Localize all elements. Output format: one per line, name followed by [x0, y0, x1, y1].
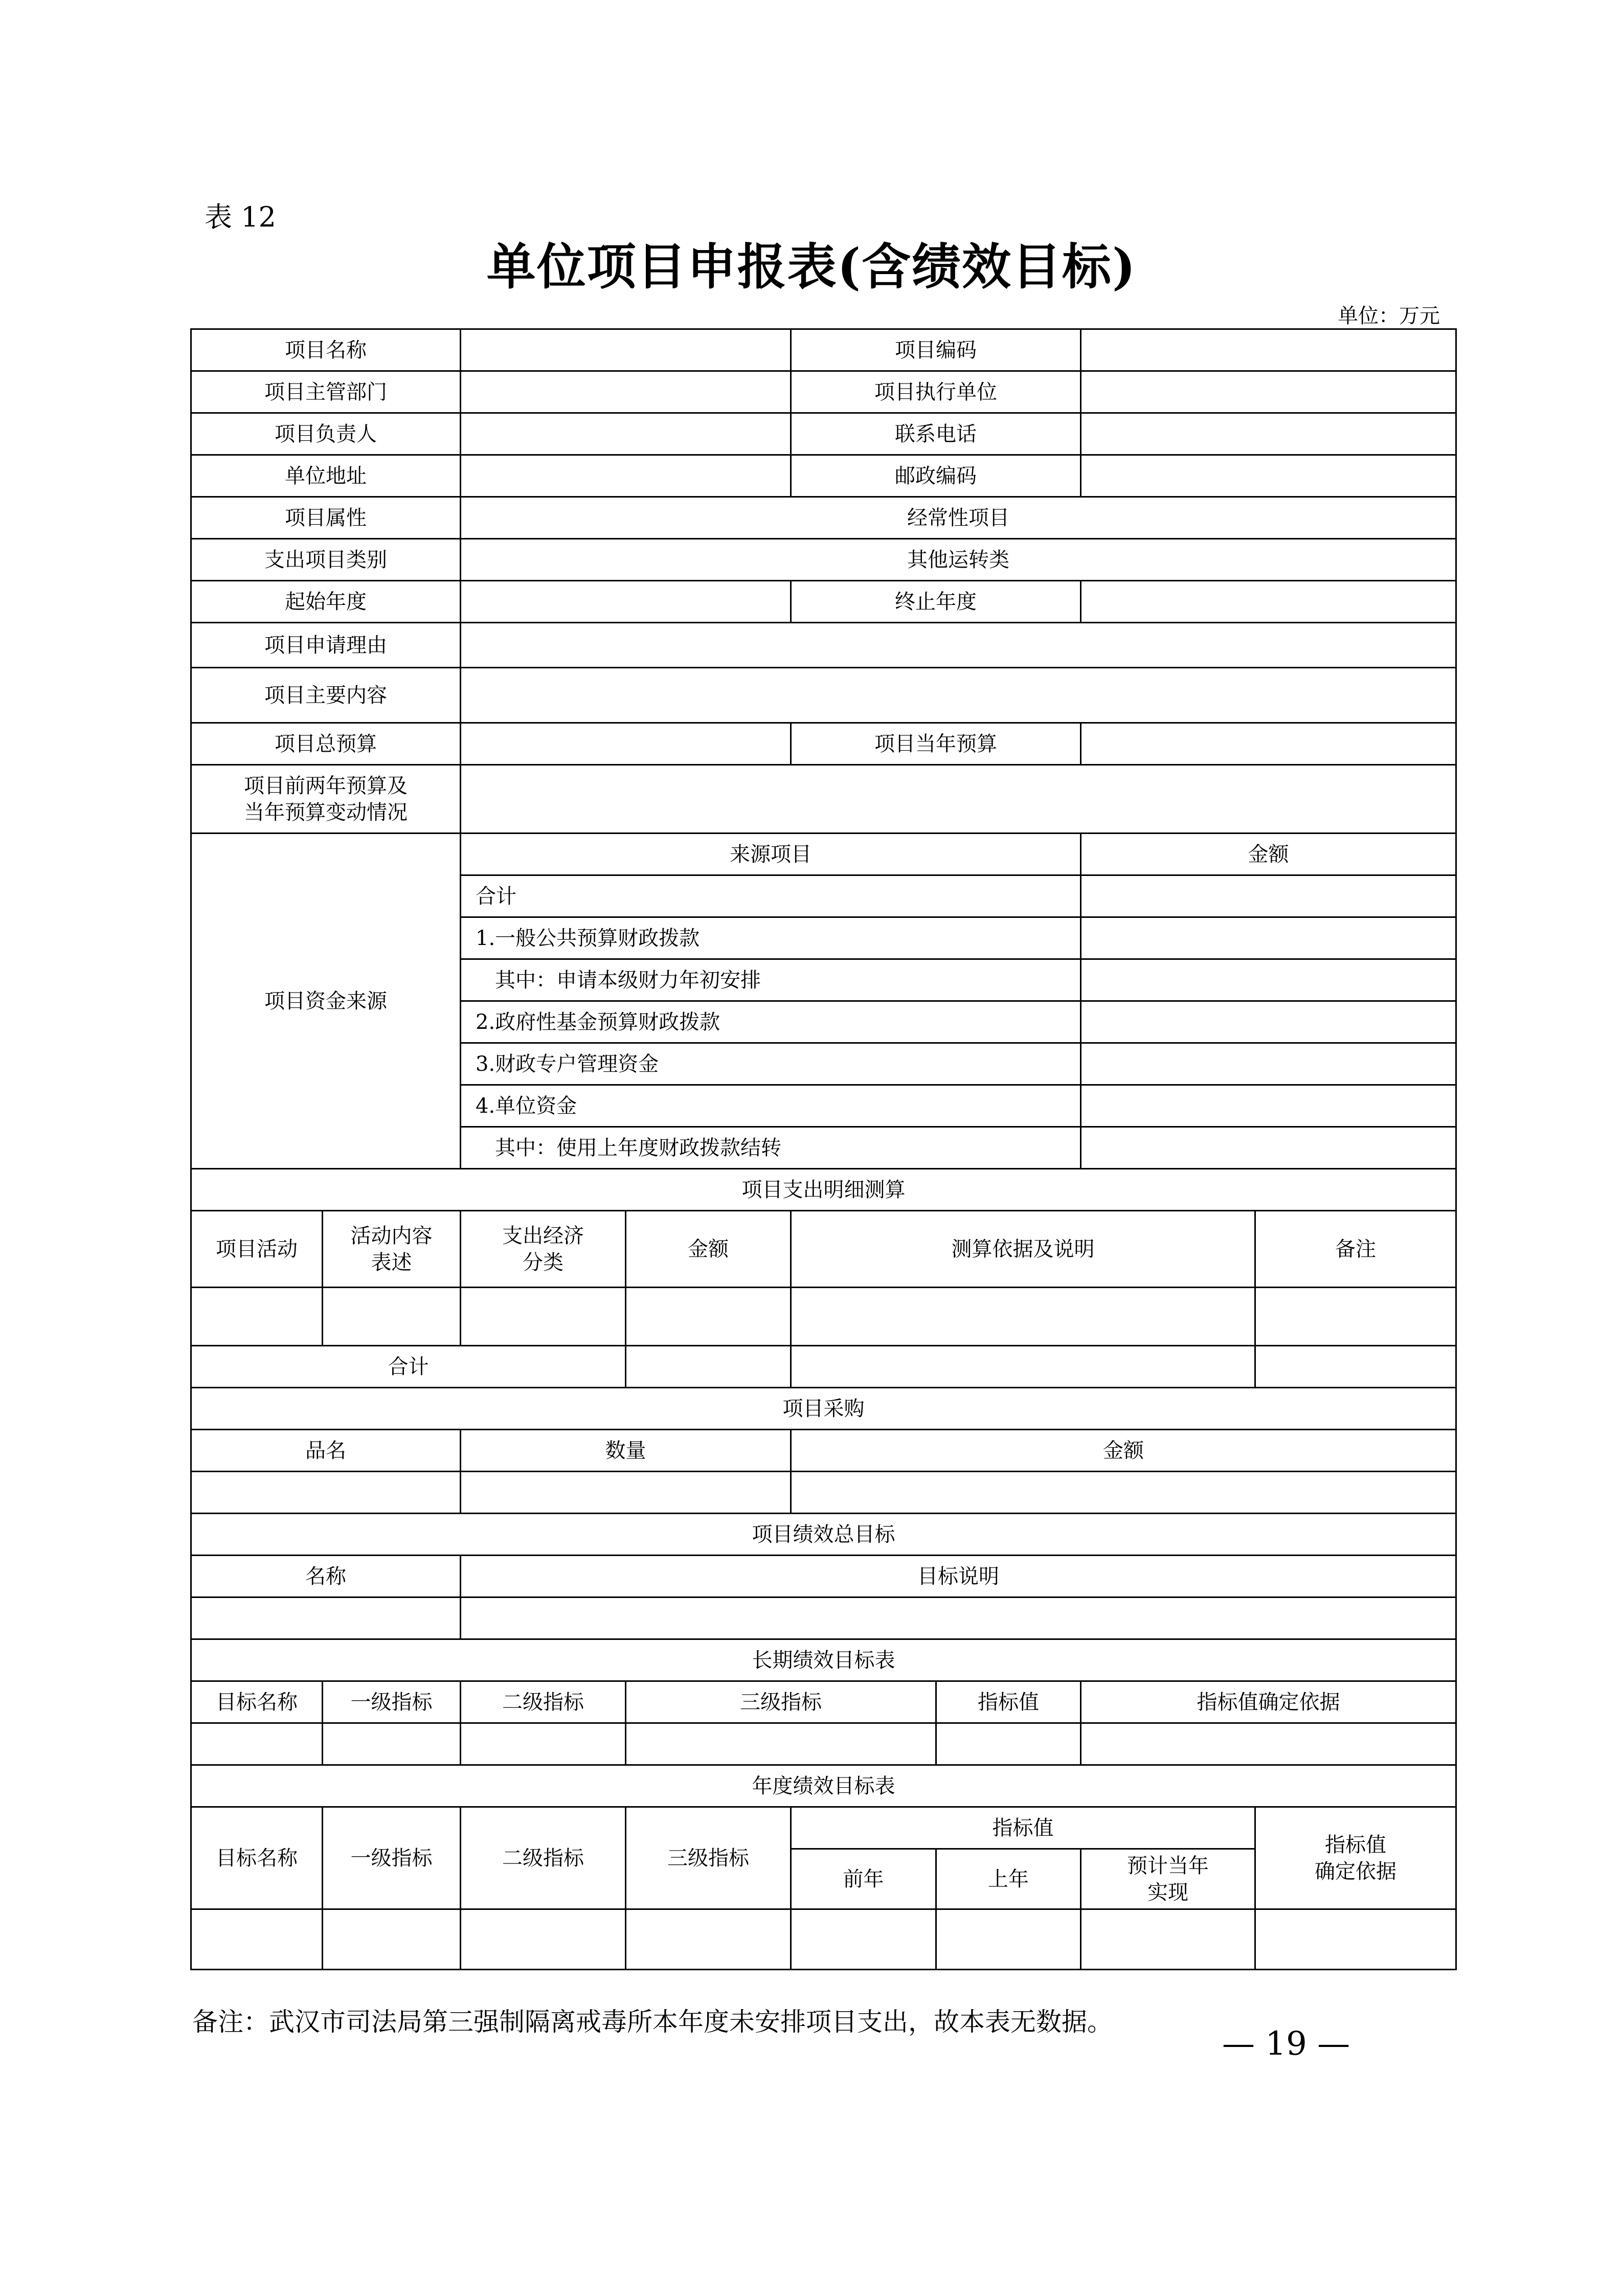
long-term-header-row	[191, 1681, 1456, 1723]
funding-source-total: 合计	[461, 875, 1081, 917]
expense-cell	[626, 1288, 791, 1346]
postcode-value	[1081, 455, 1456, 497]
annual-cell	[461, 1909, 626, 1970]
expense-total-label: 合计	[191, 1346, 626, 1388]
procurement-amount-header: 金额	[791, 1430, 1456, 1472]
table-number: 表 12	[205, 201, 276, 233]
procurement-name-header: 品名	[191, 1430, 461, 1472]
project-code-value	[1081, 329, 1456, 371]
annual-prev1-header: 上年	[936, 1849, 1081, 1909]
long-term-cell	[1081, 1723, 1456, 1765]
overall-goal-name-header: 名称	[191, 1556, 461, 1597]
funding-amount	[1081, 959, 1456, 1001]
unit-label: 单位：万元	[1338, 304, 1440, 328]
expense-data-row	[191, 1288, 1456, 1346]
annual-expected-line2: 实现	[1147, 1880, 1188, 1904]
expense-desc-line1: 活动内容	[350, 1224, 433, 1248]
exec-unit-value	[1081, 371, 1456, 413]
annual-goal-name-header: 目标名称	[191, 1807, 323, 1909]
procurement-cell	[791, 1472, 1456, 1514]
end-year-label: 终止年度	[791, 581, 1081, 623]
annual-cell	[191, 1909, 323, 1970]
total-budget-label: 项目总预算	[191, 723, 461, 765]
long-term-section-title: 长期绩效目标表	[191, 1639, 1456, 1681]
long-term-value-header: 指标值	[936, 1681, 1081, 1723]
expense-total-row	[191, 1346, 1456, 1388]
expense-cell	[323, 1288, 461, 1346]
project-name-value	[461, 329, 791, 371]
expense-remark-header: 备注	[1255, 1211, 1456, 1288]
expense-basis-header: 测算依据及说明	[791, 1211, 1255, 1288]
annual-value-header: 指标值	[791, 1807, 1255, 1849]
expense-desc-header	[323, 1211, 461, 1288]
annual-cell	[1255, 1909, 1456, 1970]
funding-amount	[1081, 1043, 1456, 1085]
annual-basis-header	[1255, 1807, 1456, 1909]
leader-label: 项目负责人	[191, 413, 461, 455]
annual-cell	[1081, 1909, 1255, 1970]
expense-activity-header: 项目活动	[191, 1211, 323, 1288]
attribute-label: 项目属性	[191, 497, 461, 539]
long-term-data-row	[191, 1723, 1456, 1765]
funding-source-header: 来源项目	[461, 834, 1081, 875]
expense-total-amount	[626, 1346, 791, 1388]
funding-amount	[1081, 1001, 1456, 1043]
funding-source-special-account: 3.财政专户管理资金	[461, 1043, 1081, 1085]
start-year-label: 起始年度	[191, 581, 461, 623]
row-content	[191, 668, 1456, 723]
row-reason	[191, 623, 1456, 668]
funding-source-gov-fund: 2.政府性基金预算财政拨款	[461, 1001, 1081, 1043]
funding-amount	[1081, 875, 1456, 917]
expense-cell	[791, 1288, 1255, 1346]
annual-basis-line1: 指标值	[1325, 1833, 1386, 1857]
long-term-cell	[191, 1723, 323, 1765]
long-term-section-row	[191, 1639, 1456, 1681]
end-year-value	[1081, 581, 1456, 623]
budget-change-value	[461, 765, 1456, 834]
procurement-qty-header: 数量	[461, 1430, 791, 1472]
category-value: 其他运转类	[461, 539, 1456, 581]
expense-econ-header	[461, 1211, 626, 1288]
start-year-value	[461, 581, 791, 623]
annual-cell	[323, 1909, 461, 1970]
budget-change-line2: 当年预算变动情况	[244, 800, 408, 824]
address-value	[461, 455, 791, 497]
procurement-section-title: 项目采购	[191, 1388, 1456, 1430]
annual-header-row	[191, 1807, 1456, 1849]
expense-section-title: 项目支出明细测算	[191, 1169, 1456, 1211]
overall-goal-data-row	[191, 1597, 1456, 1639]
expense-section-row	[191, 1169, 1456, 1211]
leader-value	[461, 413, 791, 455]
long-term-basis-header: 指标值确定依据	[1081, 1681, 1456, 1723]
attribute-value: 经常性项目	[461, 497, 1456, 539]
procurement-section-row	[191, 1388, 1456, 1430]
current-budget-value	[1081, 723, 1456, 765]
expense-desc-line2: 表述	[371, 1250, 412, 1274]
reason-value	[461, 623, 1456, 668]
annual-prev2-header: 前年	[791, 1849, 936, 1909]
overall-goal-cell	[191, 1597, 461, 1639]
long-term-cell	[461, 1723, 626, 1765]
funding-header-row	[191, 834, 1456, 875]
funding-amount	[1081, 917, 1456, 959]
annual-cell	[791, 1909, 936, 1970]
page-title: 单位项目申报表(含绩效目标)	[486, 238, 1137, 296]
project-code-label: 项目编码	[791, 329, 1081, 371]
row-budget-change	[191, 765, 1456, 834]
annual-basis-line2: 确定依据	[1315, 1859, 1396, 1883]
postcode-label: 邮政编码	[791, 455, 1081, 497]
content-value	[461, 668, 1456, 723]
expense-header-row	[191, 1211, 1456, 1288]
content-label: 项目主要内容	[191, 668, 461, 723]
long-term-level3-header: 三级指标	[626, 1681, 936, 1723]
funding-source-unit-funds: 4.单位资金	[461, 1085, 1081, 1127]
long-term-cell	[936, 1723, 1081, 1765]
long-term-level2-header: 二级指标	[461, 1681, 626, 1723]
annual-data-row	[191, 1909, 1456, 1970]
expense-cell	[191, 1288, 323, 1346]
annual-section-title: 年度绩效目标表	[191, 1765, 1456, 1807]
annual-section-row	[191, 1765, 1456, 1807]
long-term-goal-name-header: 目标名称	[191, 1681, 323, 1723]
long-term-cell	[626, 1723, 936, 1765]
dept-value	[461, 371, 791, 413]
row-years	[191, 581, 1456, 623]
footnote: 备注：武汉市司法局第三强制隔离戒毒所本年度未安排项目支出，故本表无数据。	[192, 2007, 1113, 2037]
annual-expected-header	[1081, 1849, 1255, 1909]
annual-cell	[626, 1909, 791, 1970]
row-attribute	[191, 497, 1456, 539]
expense-cell	[1255, 1288, 1456, 1346]
annual-level1-header: 一级指标	[323, 1807, 461, 1909]
annual-level3-header: 三级指标	[626, 1807, 791, 1909]
annual-cell	[936, 1909, 1081, 1970]
reason-label: 项目申请理由	[191, 623, 461, 668]
funding-source-annual-arrangement: 其中：申请本级财力年初安排	[461, 959, 1081, 1001]
overall-goal-section-row	[191, 1514, 1456, 1556]
funding-amount	[1081, 1127, 1456, 1169]
category-label: 支出项目类别	[191, 539, 461, 581]
exec-unit-label: 项目执行单位	[791, 371, 1081, 413]
project-declaration-table	[190, 328, 1457, 1970]
annual-level2-header: 二级指标	[461, 1807, 626, 1909]
long-term-cell	[323, 1723, 461, 1765]
overall-goal-cell	[461, 1597, 1456, 1639]
overall-goal-header-row	[191, 1556, 1456, 1597]
row-leader	[191, 413, 1456, 455]
budget-change-line1: 项目前两年预算及	[244, 774, 408, 798]
row-address	[191, 455, 1456, 497]
current-budget-label: 项目当年预算	[791, 723, 1081, 765]
funding-label: 项目资金来源	[191, 834, 461, 1169]
expense-total-basis	[791, 1346, 1255, 1388]
annual-expected-line1: 预计当年	[1127, 1854, 1209, 1878]
expense-econ-line1: 支出经济	[502, 1224, 584, 1248]
overall-goal-section-title: 项目绩效总目标	[191, 1514, 1456, 1556]
expense-cell	[461, 1288, 626, 1346]
procurement-cell	[191, 1472, 461, 1514]
row-project-name	[191, 329, 1456, 371]
long-term-level1-header: 一级指标	[323, 1681, 461, 1723]
budget-change-label	[191, 765, 461, 834]
funding-amount	[1081, 1085, 1456, 1127]
phone-value	[1081, 413, 1456, 455]
row-budget	[191, 723, 1456, 765]
overall-goal-desc-header: 目标说明	[461, 1556, 1456, 1597]
procurement-header-row	[191, 1430, 1456, 1472]
row-category	[191, 539, 1456, 581]
funding-source-general-budget: 1.一般公共预算财政拨款	[461, 917, 1081, 959]
expense-amount-header: 金额	[626, 1211, 791, 1288]
funding-amount-header: 金额	[1081, 834, 1456, 875]
dept-label: 项目主管部门	[191, 371, 461, 413]
project-name-label: 项目名称	[191, 329, 461, 371]
procurement-data-row	[191, 1472, 1456, 1514]
total-budget-value	[461, 723, 791, 765]
expense-total-remark	[1255, 1346, 1456, 1388]
address-label: 单位地址	[191, 455, 461, 497]
row-dept	[191, 371, 1456, 413]
phone-label: 联系电话	[791, 413, 1081, 455]
procurement-cell	[461, 1472, 791, 1514]
page-number: — 19 —	[1222, 2025, 1350, 2063]
funding-source-carryover: 其中：使用上年度财政拨款结转	[461, 1127, 1081, 1169]
expense-econ-line2: 分类	[523, 1250, 563, 1274]
